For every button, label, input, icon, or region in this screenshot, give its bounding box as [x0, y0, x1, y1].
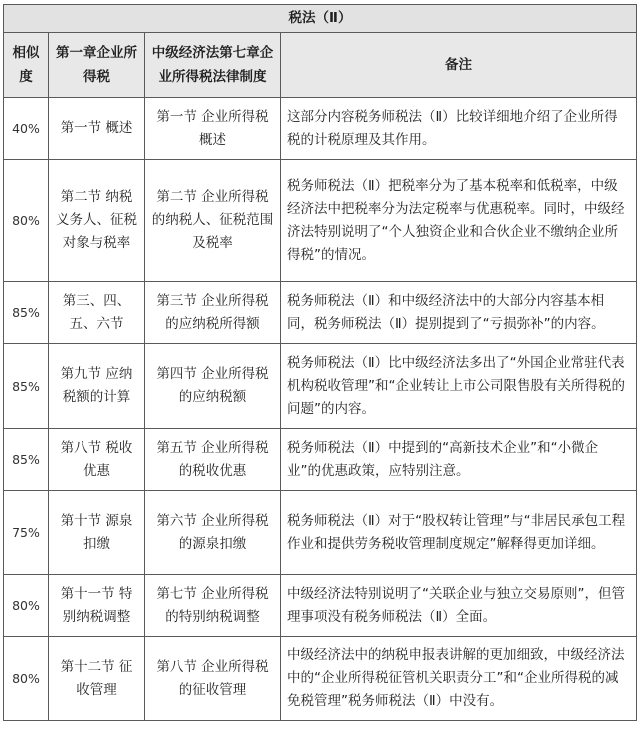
header-note: 备注 — [281, 33, 637, 98]
law-section-cell: 第二节 企业所得税的纳税人、征税范围及税率 — [145, 160, 281, 282]
law-section-cell: 第五节 企业所得税的税收优惠 — [145, 429, 281, 491]
header-tax2-chapter: 第一章企业所得税 — [49, 33, 145, 98]
note-cell: 税务师税法（Ⅱ）和中级经济法中的大部分内容基本相同，税务师税法（Ⅱ）提别提到了“亏损弥补”的内容。 — [281, 282, 637, 344]
law-section-cell: 第八节 企业所得税的征收管理 — [145, 637, 281, 721]
note-cell: 税务师税法（Ⅱ）把税率分为了基本税率和低税率，中级经济法中把税率分为法定税率与优惠税率。同时，中级经济法特别说明了“个人独资企业和合伙企业不缴纳企业所得税”的情况。 — [281, 160, 637, 282]
note-cell: 税务师税法（Ⅱ）对于“股权转让管理”与“非居民承包工程作业和提供劳务税收管理制度规定”解释得更加详细。 — [281, 491, 637, 575]
table-row — [4, 160, 637, 282]
similarity-cell: 40% — [4, 98, 49, 160]
similarity-cell: 80% — [4, 637, 49, 721]
table-row — [4, 98, 637, 160]
tax2-section-cell: 第一节 概述 — [49, 98, 145, 160]
similarity-cell: 75% — [4, 491, 49, 575]
note-cell: 税务师税法（Ⅱ）中提到的“高新技术企业”和“小微企业”的优惠政策，应特别注意。 — [281, 429, 637, 491]
similarity-cell: 85% — [4, 282, 49, 344]
similarity-cell: 85% — [4, 429, 49, 491]
table-row — [4, 429, 637, 491]
tax2-section-cell: 第二节 纳税义务人、征税对象与税率 — [49, 160, 145, 282]
law-section-cell: 第四节 企业所得税的应纳税额 — [145, 344, 281, 429]
similarity-cell: 85% — [4, 344, 49, 429]
law-section-cell: 第三节 企业所得税的应纳税所得额 — [145, 282, 281, 344]
table-row — [4, 491, 637, 575]
note-cell: 这部分内容税务师税法（Ⅱ）比较详细地介绍了企业所得税的计税原理及其作用。 — [281, 98, 637, 160]
header-law-chapter: 中级经济法第七章企业所得税法律制度 — [145, 33, 281, 98]
table-row — [4, 575, 637, 637]
table-title-row — [4, 5, 637, 33]
table-row — [4, 637, 637, 721]
note-cell: 税务师税法（Ⅱ）比中级经济法多出了“外国企业常驻代表机构税收管理”和“企业转让上市公司限售股有关所得税的问题”的内容。 — [281, 344, 637, 429]
law-section-cell: 第七节 企业所得税的特别纳税调整 — [145, 575, 281, 637]
table-row — [4, 282, 637, 344]
tax2-section-cell: 第十节 源泉扣缴 — [49, 491, 145, 575]
tax2-section-cell: 第十一节 特别纳税调整 — [49, 575, 145, 637]
law-section-cell: 第六节 企业所得税的源泉扣缴 — [145, 491, 281, 575]
similarity-cell: 80% — [4, 575, 49, 637]
comparison-table — [3, 4, 637, 721]
law-section-cell: 第一节 企业所得税概述 — [145, 98, 281, 160]
tax2-section-cell: 第十二节 征收管理 — [49, 637, 145, 721]
tax2-section-cell: 第三、四、五、六节 — [49, 282, 145, 344]
tax2-section-cell: 第八节 税收优惠 — [49, 429, 145, 491]
table-row — [4, 344, 637, 429]
table-header-row — [4, 33, 637, 98]
header-similarity: 相似度 — [4, 33, 49, 98]
note-cell: 中级经济法特别说明了“关联企业与独立交易原则”，但管理事项没有税务师税法（Ⅱ）全面。 — [281, 575, 637, 637]
note-cell: 中级经济法中的纳税申报表讲解的更加细致，中级经济法中的“企业所得税征管机关职责分工”和“企业所得税的减免税管理”税务师税法（Ⅱ）中没有。 — [281, 637, 637, 721]
similarity-cell: 80% — [4, 160, 49, 282]
table-title: 税法（Ⅱ） — [4, 5, 637, 33]
tax2-section-cell: 第九节 应纳税额的计算 — [49, 344, 145, 429]
